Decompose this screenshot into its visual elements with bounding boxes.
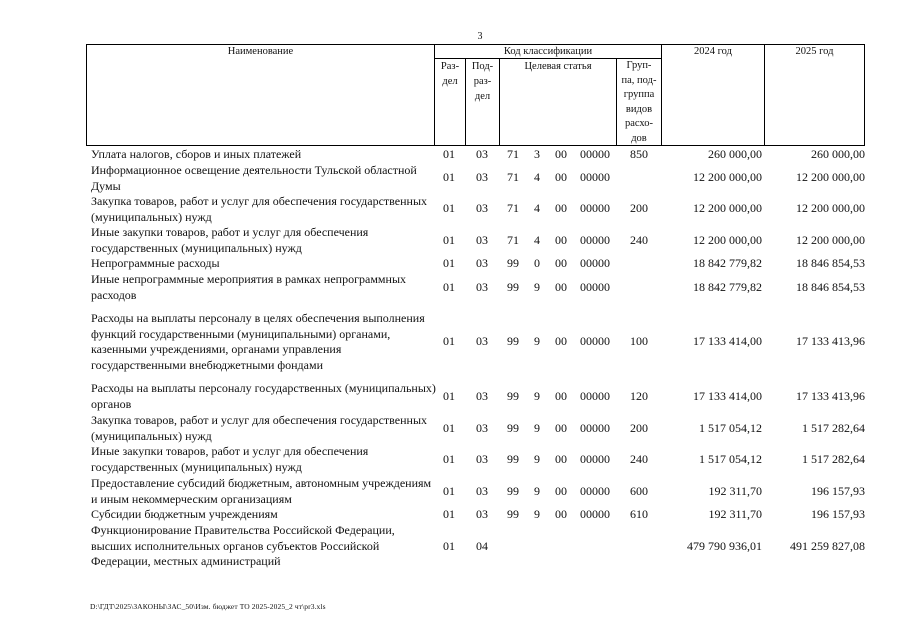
row-name: Иные непрограммные мероприятия в рамках непрограммных расходов (91, 272, 407, 302)
row-podrazdel: 03 (476, 389, 488, 403)
row-name: Иные закупки товаров, работ и услуг для обеспечения государственных (муниципальных) нужд (91, 225, 369, 255)
row-vid: 120 (630, 389, 648, 403)
row-amount-2024: 17 133 414,00 (693, 389, 762, 403)
row-amount-2025: 17 133 413,96 (796, 334, 865, 348)
row-amount-2024: 192 311,70 (708, 507, 762, 521)
row-target-4: 00000 (580, 507, 610, 521)
row-amount-2025: 1 517 282,64 (802, 452, 865, 466)
header-name: Наименование (227, 46, 294, 57)
row-vid: 240 (630, 452, 648, 466)
row-name: Иные закупки товаров, работ и услуг для обеспечения государственных (муниципальных) нужд (91, 444, 369, 474)
row-amount-2024: 192 311,70 (708, 484, 762, 498)
row-target-1: 99 (507, 507, 519, 521)
row-target-3: 00 (555, 280, 567, 294)
header-cell-2024 (661, 44, 765, 146)
row-name: Уплата налогов, сборов и иных платежей (91, 147, 302, 161)
header-2025: 2025 год (795, 46, 834, 57)
row-target-1: 99 (507, 280, 519, 294)
row-target-1: 71 (507, 201, 519, 215)
header-podrazdel: Под- раз- дел (471, 61, 494, 102)
row-target-2: 4 (534, 201, 540, 215)
row-razdel: 01 (443, 280, 455, 294)
row-name: Закупка товаров, работ и услуг для обеспечения государственных (муниципальных) нужд (91, 413, 428, 443)
header-vid: Груп- па, под- группа видов расхо- дов (621, 60, 657, 144)
row-target-4: 00000 (580, 334, 610, 348)
row-podrazdel: 03 (476, 421, 488, 435)
row-amount-2024: 1 517 054,12 (699, 421, 762, 435)
row-target-3: 00 (555, 389, 567, 403)
row-target-4: 00000 (580, 201, 610, 215)
row-target-3: 00 (555, 147, 567, 161)
row-podrazdel: 03 (476, 201, 488, 215)
row-target-4: 00000 (580, 170, 610, 184)
row-razdel: 01 (443, 452, 455, 466)
row-target-4: 00000 (580, 256, 610, 270)
row-razdel: 01 (443, 484, 455, 498)
row-target-4: 00000 (580, 280, 610, 294)
row-target-2: 4 (534, 170, 540, 184)
row-podrazdel: 03 (476, 170, 488, 184)
row-podrazdel: 03 (476, 233, 488, 247)
row-vid: 200 (630, 421, 648, 435)
page-number: 3 (477, 31, 483, 42)
row-target-4: 00000 (580, 484, 610, 498)
row-name: Субсидии бюджетным учреждениям (91, 507, 278, 521)
row-target-2: 9 (534, 421, 540, 435)
header-cell-2025 (764, 44, 865, 146)
file-path-footer: D:\ГДТ\2025\ЗАКОНЫ\ЗАС_50\Изм. бюджет ТО 2025-2025_2 чт\pr3.xls (90, 602, 326, 611)
row-razdel: 01 (443, 170, 455, 184)
row-razdel: 01 (443, 233, 455, 247)
row-amount-2025: 491 259 827,08 (790, 539, 865, 553)
row-target-1: 99 (507, 452, 519, 466)
row-name: Закупка товаров, работ и услуг для обеспечения государственных (муниципальных) нужд (91, 194, 428, 224)
row-vid: 240 (630, 233, 648, 247)
row-podrazdel: 03 (476, 484, 488, 498)
row-razdel: 01 (443, 334, 455, 348)
row-target-1: 99 (507, 484, 519, 498)
row-target-3: 00 (555, 507, 567, 521)
row-target-4: 00000 (580, 452, 610, 466)
row-amount-2025: 18 846 854,53 (796, 256, 865, 270)
row-amount-2024: 12 200 000,00 (693, 170, 762, 184)
row-amount-2024: 18 842 779,82 (693, 256, 762, 270)
row-amount-2025: 196 157,93 (811, 507, 865, 521)
header-razdel: Раз- дел (440, 61, 460, 87)
row-target-3: 00 (555, 201, 567, 215)
row-target-4: 00000 (580, 421, 610, 435)
row-target-2: 9 (534, 452, 540, 466)
row-amount-2025: 17 133 413,96 (796, 389, 865, 403)
header-2024: 2024 год (694, 46, 732, 57)
row-amount-2024: 479 790 936,01 (687, 539, 762, 553)
row-podrazdel: 03 (476, 452, 488, 466)
row-razdel: 01 (443, 421, 455, 435)
row-name: Информационное освещение деятельности Тульской областной Думы (91, 163, 417, 193)
row-name: Расходы на выплаты персоналу государственных (муниципальных) органов (91, 381, 436, 411)
row-amount-2025: 18 846 854,53 (796, 280, 865, 294)
row-razdel: 01 (443, 256, 455, 270)
row-amount-2024: 12 200 000,00 (693, 201, 762, 215)
row-podrazdel: 03 (476, 280, 488, 294)
row-vid: 850 (630, 147, 648, 161)
row-amount-2025: 12 200 000,00 (796, 201, 865, 215)
row-target-2: 9 (534, 484, 540, 498)
row-target-2: 4 (534, 233, 540, 247)
row-vid: 200 (630, 201, 648, 215)
row-name: Расходы на выплаты персоналу в целях обеспечения выполнения функций государственными (муниципальными) органами, казенными учреждениями, органами управления государственными внебюджетными фондами (91, 311, 425, 372)
row-target-2: 3 (534, 147, 540, 161)
row-target-1: 71 (507, 170, 519, 184)
row-amount-2024: 17 133 414,00 (693, 334, 762, 348)
row-target-1: 71 (507, 233, 519, 247)
row-razdel: 01 (443, 147, 455, 161)
row-amount-2025: 12 200 000,00 (796, 233, 865, 247)
row-name: Предоставление субсидий бюджетным, автономным учреждениям и иным некоммерческим организациям (91, 476, 432, 506)
row-target-2: 9 (534, 280, 540, 294)
row-target-3: 00 (555, 170, 567, 184)
row-amount-2024: 18 842 779,82 (693, 280, 762, 294)
row-vid: 100 (630, 334, 648, 348)
row-target-3: 00 (555, 484, 567, 498)
row-target-1: 71 (507, 147, 519, 161)
row-podrazdel: 03 (476, 334, 488, 348)
row-podrazdel: 03 (476, 147, 488, 161)
row-target-4: 00000 (580, 147, 610, 161)
header-code-group: Код классификации (503, 46, 593, 57)
row-vid: 610 (630, 507, 648, 521)
row-podrazdel: 03 (476, 256, 488, 270)
row-amount-2025: 196 157,93 (811, 484, 865, 498)
row-razdel: 01 (443, 201, 455, 215)
row-target-1: 99 (507, 256, 519, 270)
row-target-2: 9 (534, 334, 540, 348)
row-target-4: 00000 (580, 389, 610, 403)
row-razdel: 01 (443, 507, 455, 521)
row-name: Функционирование Правительства Российской Федерации, высших исполнительных органов субъектов Российской Федерации, местных администраций (91, 523, 395, 568)
row-amount-2025: 1 517 282,64 (802, 421, 865, 435)
row-name: Непрограммные расходы (91, 256, 220, 270)
row-amount-2024: 12 200 000,00 (693, 233, 762, 247)
row-target-3: 00 (555, 233, 567, 247)
row-target-4: 00000 (580, 233, 610, 247)
row-target-1: 99 (507, 389, 519, 403)
row-amount-2025: 12 200 000,00 (796, 170, 865, 184)
row-target-1: 99 (507, 421, 519, 435)
row-podrazdel: 04 (476, 539, 488, 553)
row-target-3: 00 (555, 421, 567, 435)
row-amount-2025: 260 000,00 (811, 147, 865, 161)
row-target-2: 9 (534, 507, 540, 521)
row-razdel: 01 (443, 389, 455, 403)
row-target-2: 0 (534, 256, 540, 270)
row-amount-2024: 260 000,00 (708, 147, 762, 161)
row-target-3: 00 (555, 452, 567, 466)
row-vid: 600 (630, 484, 648, 498)
row-target-3: 00 (555, 256, 567, 270)
header-cell-name (86, 44, 435, 146)
header-target: Целевая статья (524, 61, 592, 72)
row-razdel: 01 (443, 539, 455, 553)
row-target-2: 9 (534, 389, 540, 403)
row-target-1: 99 (507, 334, 519, 348)
row-amount-2024: 1 517 054,12 (699, 452, 762, 466)
row-podrazdel: 03 (476, 507, 488, 521)
row-target-3: 00 (555, 334, 567, 348)
